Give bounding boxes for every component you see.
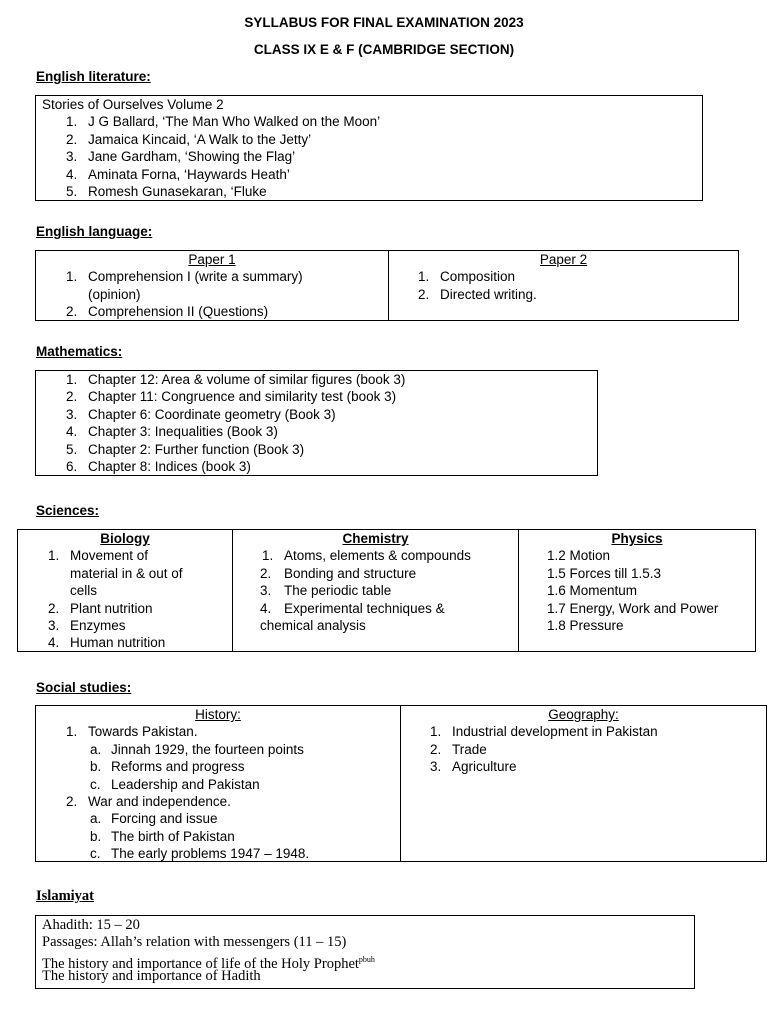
chemistry-cell bbox=[232, 530, 518, 651]
list-item: War and independence. bbox=[88, 794, 231, 809]
list-marker: 2. bbox=[66, 131, 78, 147]
list-marker: 3. bbox=[66, 406, 78, 422]
islamiyat-line: The history and importance of Hadith bbox=[42, 968, 261, 984]
list-marker: a. bbox=[90, 811, 102, 827]
sub-list-item: Leadership and Pakistan bbox=[111, 776, 260, 792]
list-marker: b. bbox=[90, 759, 102, 775]
list-item: Human nutrition bbox=[70, 635, 166, 651]
list-marker: 3. bbox=[260, 583, 272, 599]
geography-title: Geography: bbox=[548, 707, 619, 722]
list-item: Romesh Gunasekaran, ‘Fluke bbox=[88, 184, 267, 199]
list-item: Movement of bbox=[70, 548, 149, 564]
list-marker: 2. bbox=[66, 389, 78, 405]
list-marker: 3. bbox=[430, 759, 442, 775]
english-language-heading: English language: bbox=[36, 224, 153, 239]
social-studies-table bbox=[35, 705, 767, 862]
list-item: Enzymes bbox=[70, 618, 126, 633]
biology-title: Biology bbox=[100, 531, 150, 546]
list-item: Atoms, elements & compounds bbox=[284, 548, 471, 564]
list-item-continued: chemical analysis bbox=[260, 618, 366, 633]
list-marker: 1. bbox=[430, 724, 442, 740]
list-item: Chapter 6: Coordinate geometry (Book 3) bbox=[88, 406, 336, 422]
sub-list-item: The early problems 1947 – 1948. bbox=[111, 846, 310, 862]
list-item: 1.7 Energy, Work and Power bbox=[547, 600, 719, 616]
list-marker: 4. bbox=[48, 635, 60, 651]
list-item: J G Ballard, ‘The Man Who Walked on the Moon’ bbox=[88, 114, 381, 130]
geography-cell bbox=[400, 706, 766, 861]
list-item: 1.8 Pressure bbox=[547, 618, 624, 633]
pbuh-superscript: pbuh bbox=[358, 955, 375, 964]
list-marker: 4. bbox=[66, 424, 78, 440]
islamiyat-heading: Islamiyat bbox=[36, 888, 94, 904]
sub-list-item: Reforms and progress bbox=[111, 759, 245, 775]
list-marker: c. bbox=[90, 776, 101, 792]
sciences-heading: Sciences: bbox=[36, 503, 100, 518]
islamiyat-box bbox=[35, 915, 695, 989]
list-item: Experimental techniques & bbox=[284, 600, 445, 616]
sub-list-item: Jinnah 1929, the fourteen points bbox=[111, 741, 304, 757]
list-item: Chapter 11: Congruence and similarity test (book 3) bbox=[88, 389, 397, 405]
list-marker: c. bbox=[90, 846, 101, 862]
list-marker: 4. bbox=[66, 166, 78, 182]
list-item: 1.5 Forces till 1.5.3 bbox=[547, 565, 662, 581]
list-marker: 2. bbox=[66, 304, 78, 320]
list-marker: 5. bbox=[66, 441, 78, 457]
list-item: The periodic table bbox=[284, 583, 392, 599]
list-item: Chapter 2: Further function (Book 3) bbox=[88, 441, 305, 457]
list-marker: 2. bbox=[430, 741, 442, 757]
document-title: SYLLABUS FOR FINAL EXAMINATION 2023 bbox=[244, 15, 524, 30]
sub-list-item: The birth of Pakistan bbox=[111, 828, 235, 844]
book-title: Stories of Ourselves Volume 2 bbox=[42, 97, 224, 112]
sciences-table bbox=[17, 529, 756, 652]
list-marker: 2. bbox=[48, 600, 60, 616]
list-item: Plant nutrition bbox=[70, 600, 153, 616]
list-marker: 1. bbox=[262, 548, 274, 564]
mathematics-heading: Mathematics: bbox=[36, 344, 123, 359]
list-item: Agriculture bbox=[452, 759, 517, 775]
english-literature-box bbox=[35, 95, 703, 201]
list-marker: 4. bbox=[260, 600, 272, 616]
list-item: Composition bbox=[440, 269, 516, 285]
list-item: Chapter 12: Area & volume of similar figures (book 3) bbox=[88, 372, 406, 387]
list-item: Trade bbox=[452, 741, 487, 757]
list-marker: 2. bbox=[260, 565, 272, 581]
social-studies-heading: Social studies: bbox=[36, 680, 132, 695]
islamiyat-line: Ahadith: 15 – 20 bbox=[42, 917, 140, 933]
islamiyat-line-text: The history and importance of life of the Holy Prophet bbox=[42, 955, 359, 972]
paper1-title: Paper 1 bbox=[188, 252, 236, 267]
english-language-table bbox=[35, 250, 739, 321]
history-cell bbox=[36, 706, 400, 861]
list-marker: 1. bbox=[66, 269, 78, 285]
list-item-continued: (opinion) bbox=[88, 286, 141, 302]
list-item: Jamaica Kincaid, ‘A Walk to the Jetty’ bbox=[88, 131, 312, 147]
list-item: Industrial development in Pakistan bbox=[452, 724, 658, 740]
physics-cell bbox=[518, 530, 755, 651]
list-item: 1.6 Momentum bbox=[547, 583, 638, 599]
list-marker: 3. bbox=[66, 149, 78, 165]
list-item: Comprehension II (Questions) bbox=[88, 304, 269, 320]
physics-title: Physics bbox=[611, 531, 663, 546]
list-marker: 2. bbox=[66, 794, 78, 809]
list-marker: 3. bbox=[48, 618, 60, 633]
history-title: History: bbox=[195, 707, 241, 722]
list-marker: 1. bbox=[66, 114, 78, 130]
list-item: Chapter 8: Indices (book 3) bbox=[88, 459, 251, 474]
english-literature-heading: English literature: bbox=[36, 69, 151, 84]
list-marker: 5. bbox=[66, 184, 78, 199]
list-item: Bonding and structure bbox=[284, 565, 417, 581]
list-marker: 1. bbox=[418, 269, 430, 285]
list-item-continued: material in & out of bbox=[70, 565, 183, 581]
list-marker: b. bbox=[90, 828, 102, 844]
sub-list-item: Forcing and issue bbox=[111, 811, 218, 827]
list-item: Comprehension I (write a summary) bbox=[88, 269, 303, 285]
list-item: 1.2 Motion bbox=[547, 548, 611, 564]
islamiyat-line: Passages: Allah’s relation with messengers (11 – 15) bbox=[42, 934, 347, 950]
paper2-title: Paper 2 bbox=[539, 252, 588, 267]
list-item: Directed writing. bbox=[440, 286, 537, 302]
biology-cell bbox=[18, 530, 232, 651]
list-marker: 6. bbox=[66, 459, 78, 474]
list-marker: 1. bbox=[48, 548, 60, 564]
list-marker: 2. bbox=[418, 286, 430, 302]
mathematics-box bbox=[35, 370, 598, 476]
list-marker: 1. bbox=[66, 724, 78, 740]
list-item: Aminata Forna, ‘Haywards Heath’ bbox=[88, 166, 290, 182]
list-item: Jane Gardham, ‘Showing the Flag’ bbox=[88, 149, 296, 165]
document-subtitle: CLASS IX E & F (CAMBRIDGE SECTION) bbox=[253, 42, 515, 57]
chemistry-title: Chemistry bbox=[342, 531, 409, 546]
list-marker: a. bbox=[90, 741, 102, 757]
list-item: Towards Pakistan. bbox=[88, 724, 198, 740]
list-item-continued: cells bbox=[70, 583, 98, 599]
list-marker: 1. bbox=[66, 372, 78, 387]
paper2-cell bbox=[388, 251, 738, 320]
paper1-cell bbox=[36, 251, 388, 320]
list-item: Chapter 3: Inequalities (Book 3) bbox=[88, 424, 278, 440]
